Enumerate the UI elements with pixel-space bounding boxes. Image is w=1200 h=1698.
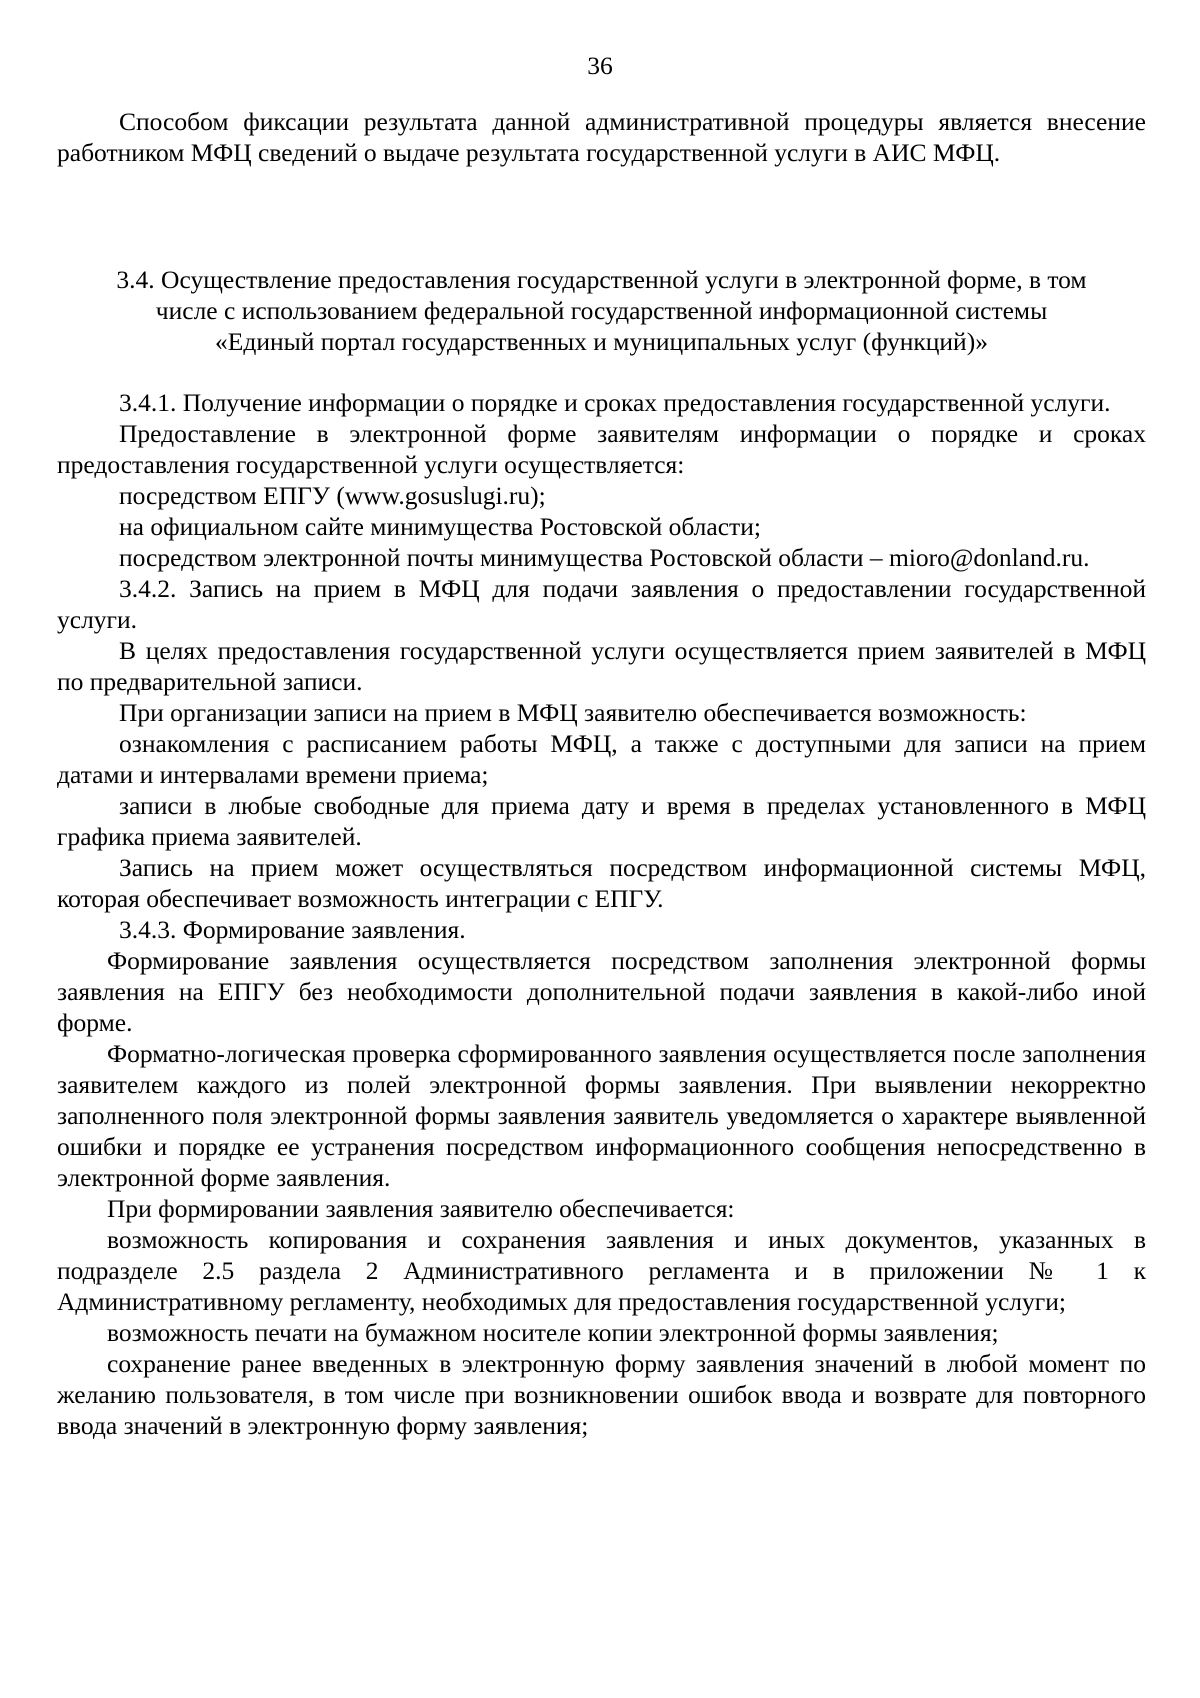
paragraph: Запись на прием может осуществляться посредством информационной системы МФЦ, которая обеспечивает возможность интеграции с ЕПГУ. xyxy=(57,853,1146,913)
intro-paragraph: Способом фиксации результата данной административной процедуры является внесение работником МФЦ сведений о выдаче результата государственной услуги в АИС МФЦ. xyxy=(57,107,1146,167)
list-item: на официальном сайте минимущества Ростовской области; xyxy=(119,512,761,541)
section-heading xyxy=(57,264,1146,357)
paragraph: Формирование заявления осуществляется посредством заполнения электронной формы заявления на ЕПГУ без необходимости дополнительной подачи заявления в какой-либо иной форме. xyxy=(57,946,1146,1037)
subsection-title-3-4-3: 3.4.3. Формирование заявления. xyxy=(119,915,466,944)
spacer xyxy=(57,168,1146,264)
subsection-title-3-4-1: 3.4.1. Получение информации о порядке и сроках предоставления государственной услуги. xyxy=(119,388,1111,417)
list-item: возможность копирования и сохранения заявления и иных документов, указанных в подразделе 2.5 раздела 2 Административного регламента и в приложении № 1 к Административному регламенту, необходимых для предоставления государственной услуги; xyxy=(57,1225,1146,1316)
paragraph: Форматно-логическая проверка сформированного заявления осуществляется после заполнения заявителем каждого из полей электронной формы заявления. При выявлении некорректно заполненного поля электронной формы заявления заявитель уведомляется о характере выявленной ошибки и порядке ее устранения посредством информационного сообщения непосредственно в электронной форме заявления. xyxy=(57,1039,1146,1192)
list-item: сохранение ранее введенных в электронную форму заявления значений в любой момент по желанию пользователя, в том числе при возникновении ошибок ввода и возврате для повторного ввода значений в электронную форму заявления; xyxy=(57,1349,1146,1440)
paragraph: При организации записи на прием в МФЦ заявителю обеспечивается возможность: xyxy=(119,698,1027,727)
list-item: посредством ЕПГУ (www.gosuslugi.ru); xyxy=(119,481,546,510)
section-heading-line-2: числе с использованием федеральной государственной информационной системы xyxy=(155,296,1048,325)
section-heading-line-1: 3.4. Осуществление предоставления государственной услуги в электронной форме, в том xyxy=(116,265,1087,294)
paragraph: Предоставление в электронной форме заявителям информации о порядке и сроках предоставления государственной услуги осуществляется: xyxy=(57,419,1146,479)
document-body xyxy=(57,106,1146,1441)
section-heading-line-3: «Единый портал государственных и муниципальных услуг (функций)» xyxy=(215,327,988,356)
spacer xyxy=(57,357,1146,387)
list-item: посредством электронной почты минимущества Ростовской области – mioro@donland.ru. xyxy=(119,543,1090,572)
list-item: записи в любые свободные для приема дату и время в пределах установленного в МФЦ графика приема заявителей. xyxy=(57,791,1146,851)
paragraph: В целях предоставления государственной услуги осуществляется прием заявителей в МФЦ по предварительной записи. xyxy=(57,636,1146,696)
list-item: возможность печати на бумажном носителе копии электронной формы заявления; xyxy=(107,1318,999,1347)
list-item: ознакомления с расписанием работы МФЦ, а также с доступными для записи на прием датами и интервалами времени приема; xyxy=(57,729,1146,789)
paragraph: При формировании заявления заявителю обеспечивается: xyxy=(107,1194,735,1223)
page-number: 36 xyxy=(587,51,613,80)
subsection-title-3-4-2: 3.4.2. Запись на прием в МФЦ для подачи заявления о предоставлении государственной услуги. xyxy=(57,574,1146,634)
